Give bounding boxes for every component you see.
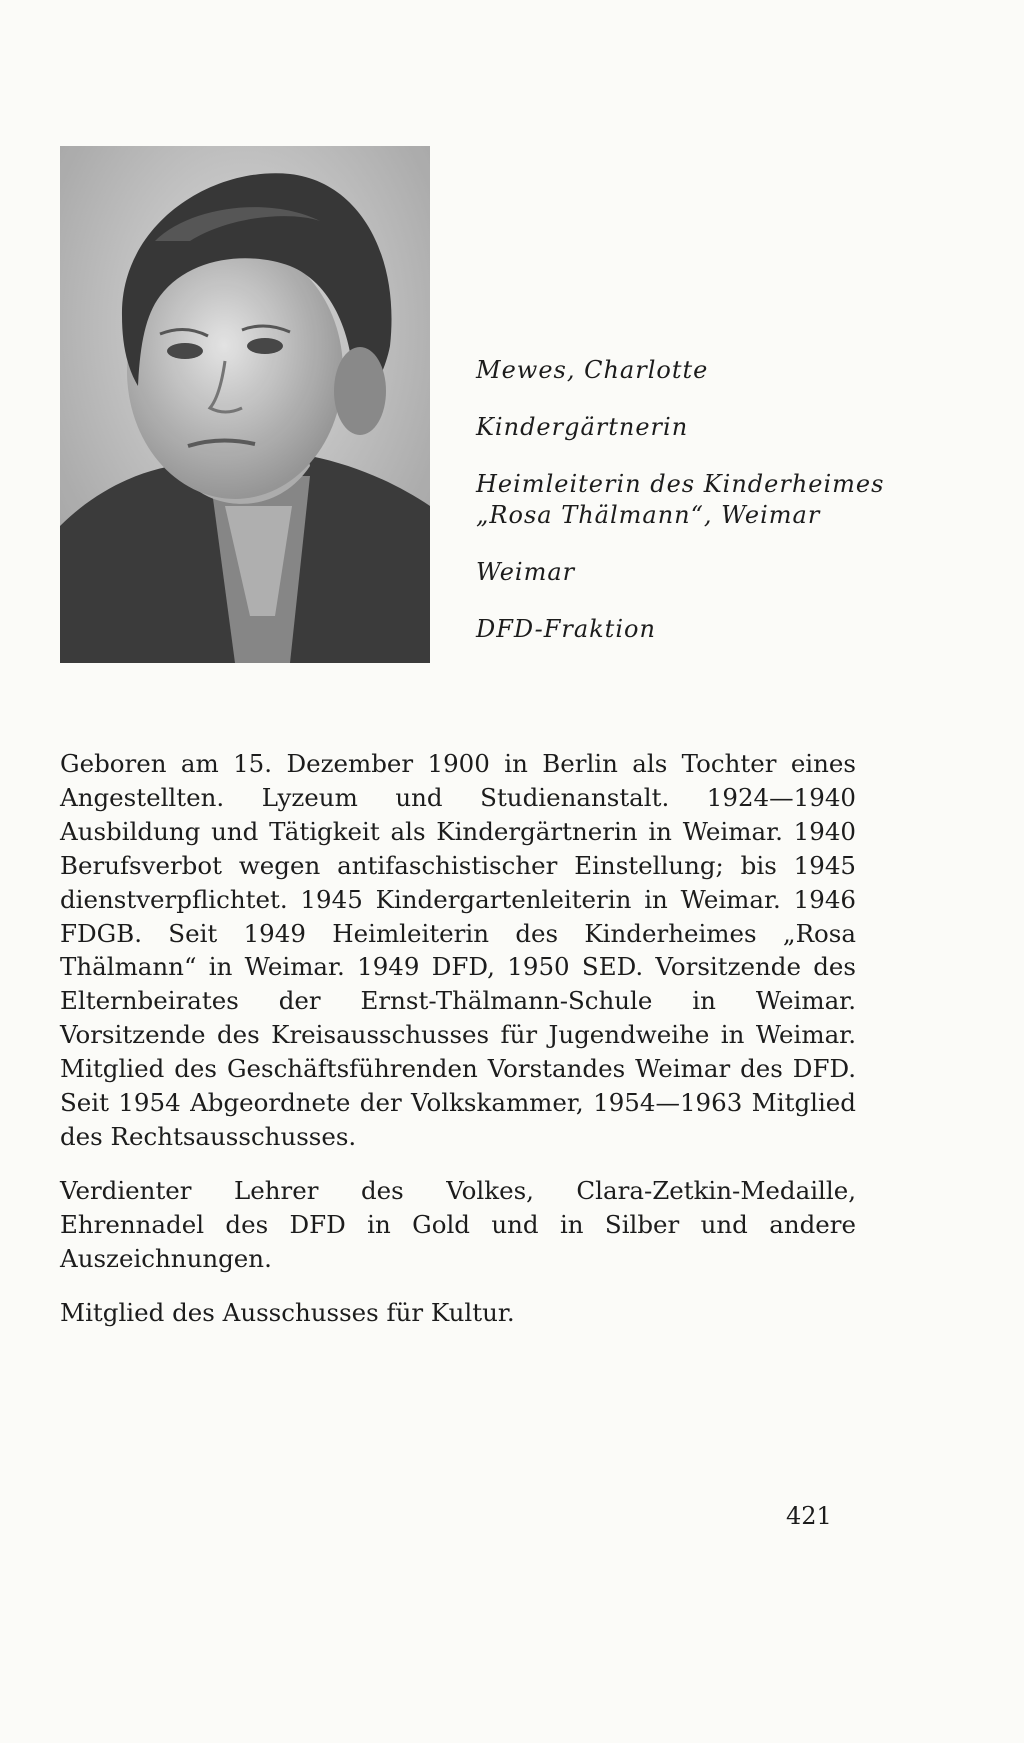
awards-paragraph: Verdienter Lehrer des Volkes, Clara-Zetkin-Medaille, Ehrennadel des DFD in Gold und in Silber und andere Auszeichnungen. bbox=[60, 1175, 856, 1273]
committee-paragraph: Mitglied des Ausschusses für Kultur. bbox=[60, 1297, 515, 1327]
page-number: 421 bbox=[786, 1502, 832, 1530]
biography-paragraph: Geboren am 15. Dezember 1900 in Berlin als Tochter eines Angestellten. Lyzeum und Studienanstalt. 1924—1940 Ausbildung und Tätigkeit als Kindergärtnerin in Weimar. 1940 Berufsverbot wegen antifaschistischer Einstellung; bis 1945 dienstverpflichtet. 1945 Kindergartenleiterin in Weimar. 1946 FDGB. Seit 1949 Heimleiterin des Kinderheimes „Rosa Thälmann“ in Weimar. 1949 DFD, 1950 SED. Vorsitzende des Elternbeirates der Ernst-Thälmann-Schule in Weimar. Vorsitzende des Kreisausschusses für Jugendweihe in Weimar. Mitglied des Geschäftsführenden Vorstandes Weimar des DFD. Seit 1954 Abgeordnete der Volkskammer, 1954—1963 Mitglied des Rechtsausschusses. bbox=[60, 749, 856, 1151]
person-name: Mewes, Charlotte bbox=[476, 356, 709, 384]
faction: DFD-Fraktion bbox=[476, 615, 656, 643]
portrait-photo bbox=[60, 146, 430, 663]
residence: Weimar bbox=[476, 558, 576, 586]
entry-metadata bbox=[476, 355, 896, 667]
position: Heimleiterin des Kinderheimes „Rosa Thälmann“, Weimar bbox=[476, 470, 885, 529]
profession: Kindergärtnerin bbox=[476, 413, 689, 441]
biography-section bbox=[60, 747, 856, 1350]
